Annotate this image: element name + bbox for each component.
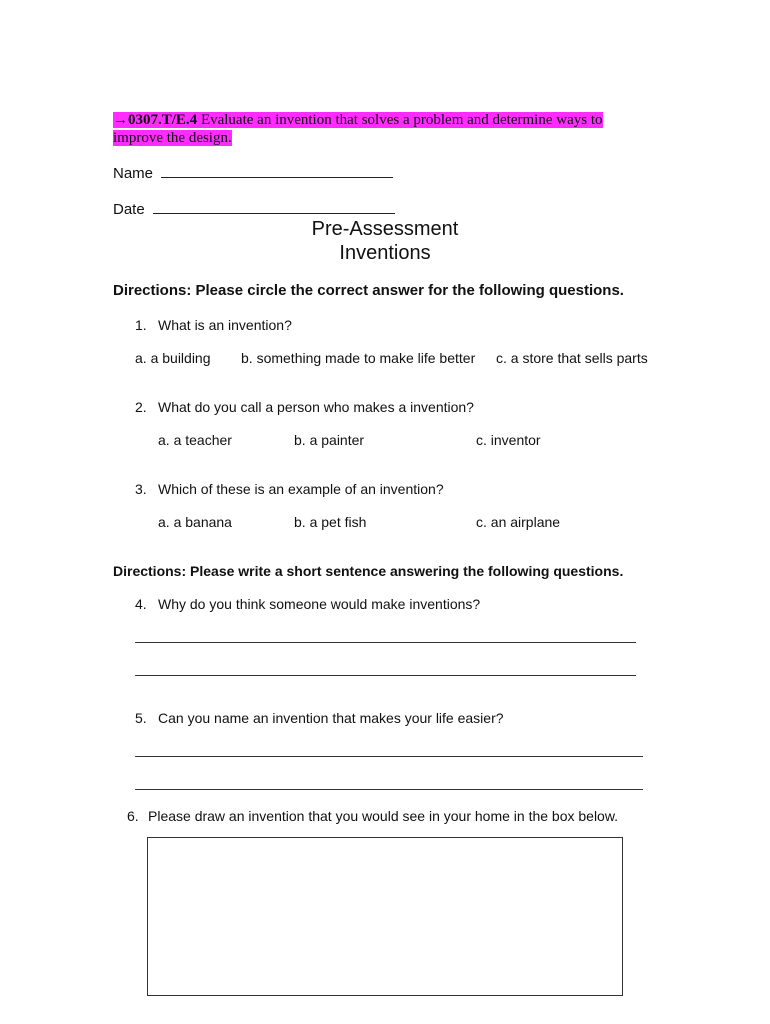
question-2-choice-c[interactable]: c. inventor	[476, 432, 541, 448]
drawing-box[interactable]	[147, 837, 623, 996]
question-3-text: Which of these is an example of an invention?	[158, 481, 444, 497]
question-2-choice-b[interactable]: b. a painter	[294, 432, 365, 448]
answer-line-4a[interactable]	[135, 642, 636, 643]
answer-line-5a[interactable]	[135, 756, 643, 757]
page-subtitle: Inventions	[339, 242, 431, 264]
answer-line-5b[interactable]	[135, 789, 643, 790]
date-field[interactable]	[113, 199, 395, 218]
page-title: Pre-Assessment	[311, 218, 459, 240]
standard-text: Evaluate an invention that solves a problem and determine ways to improve the design.	[113, 112, 603, 146]
answer-line-4b[interactable]	[135, 675, 636, 676]
date-blank[interactable]	[153, 199, 395, 214]
arrow-icon: →	[113, 112, 128, 128]
question-5-text: Can you name an invention that makes your life easier?	[158, 710, 504, 726]
date-label: Date	[113, 201, 145, 218]
standard-header	[113, 111, 643, 147]
directions-circle: Directions: Please circle the correct answer for the following questions.	[113, 282, 624, 299]
question-1-choice-c[interactable]: c. a store that sells parts	[496, 350, 648, 366]
question-5-number: 5.	[135, 710, 147, 726]
directions-write: Directions: Please write a short sentence answering the following questions.	[113, 563, 624, 579]
question-2-text: What do you call a person who makes a invention?	[158, 399, 474, 415]
question-1-choice-b[interactable]: b. something made to make life better	[241, 350, 476, 366]
question-2-choice-a[interactable]: a. a teacher	[158, 432, 232, 448]
question-4-text: Why do you think someone would make inventions?	[158, 596, 481, 612]
question-6-number: 6.	[127, 808, 139, 824]
question-1-number: 1.	[135, 317, 147, 333]
name-field[interactable]	[113, 163, 393, 182]
question-1-text: What is an invention?	[158, 317, 292, 333]
question-3-choice-c[interactable]: c. an airplane	[476, 514, 561, 530]
name-blank[interactable]	[161, 163, 393, 178]
question-4-number: 4.	[135, 596, 147, 612]
question-1-choice-a[interactable]: a. a building	[135, 350, 211, 366]
question-6-text: Please draw an invention that you would see in your home in the box below.	[148, 808, 619, 824]
question-3-number: 3.	[135, 481, 147, 497]
name-label: Name	[113, 165, 154, 182]
question-3-choice-a[interactable]: a. a banana	[158, 514, 232, 530]
standard-code: 0307.T/E.4	[128, 112, 198, 128]
question-2-number: 2.	[135, 399, 147, 415]
question-3-choice-b[interactable]: b. a pet fish	[294, 514, 367, 530]
